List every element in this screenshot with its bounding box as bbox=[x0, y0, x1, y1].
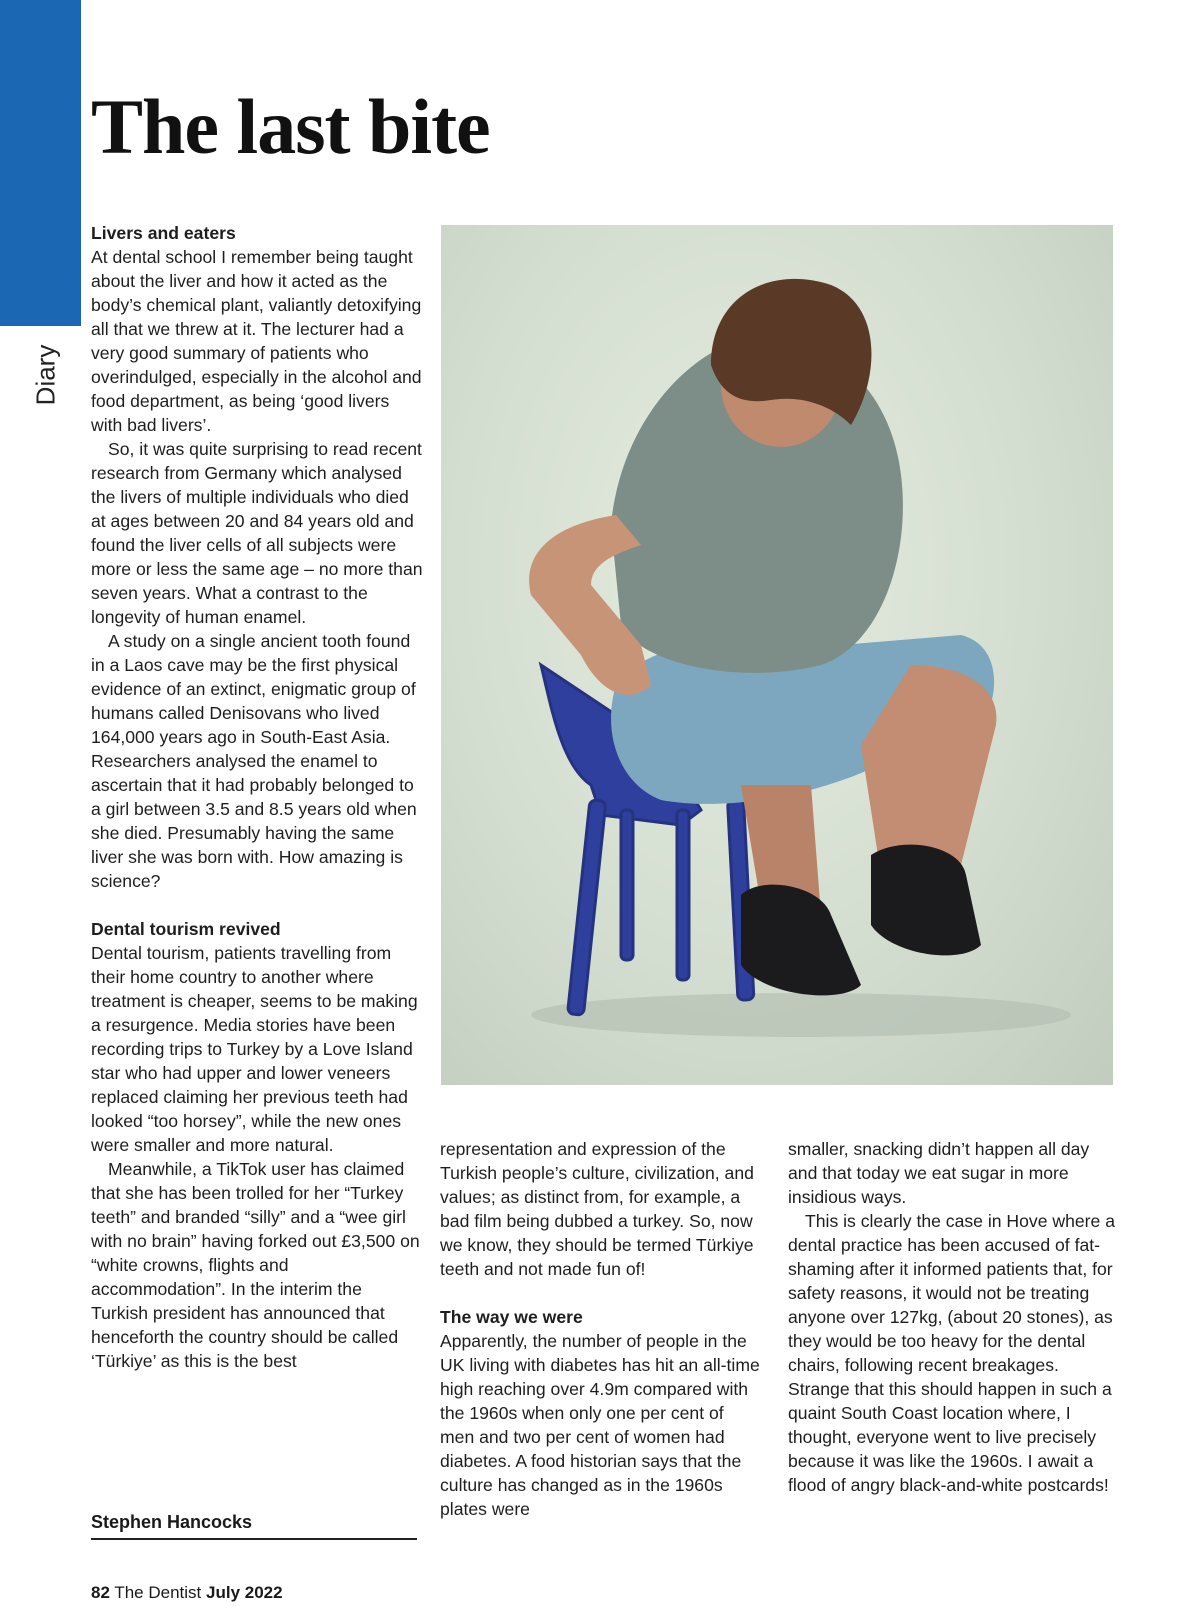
article-photo bbox=[441, 225, 1113, 1085]
spacer bbox=[91, 893, 423, 917]
section-label: Diary bbox=[30, 344, 61, 406]
spacer bbox=[440, 1281, 760, 1305]
page-number: 82 bbox=[91, 1583, 110, 1602]
paragraph: This is clearly the case in Hove where a dental practice has been accused of fat-shaming after it informed patients that, for safety reasons, it would not be treating anyone over 127kg, (about 20 stones), as they would be too heavy for the dental chairs, following recent breakages. Strange that this should happen in such a quaint South Coast location where, I thought, everyone went to live precisely because it was like the 1960s. I await a flood of angry black-and-white postcards! bbox=[788, 1211, 1115, 1495]
page-title: The last bite bbox=[91, 83, 490, 170]
shoe bbox=[741, 885, 861, 996]
column-right bbox=[788, 1137, 1118, 1497]
floor-shadow bbox=[531, 993, 1071, 1037]
photo-illustration bbox=[441, 225, 1113, 1085]
paragraph: A study on a single ancient tooth found in a Laos cave may be the first physical evidence of an extinct, enigmatic group of humans called Denisovans who lived 164,000 years ago in South-East Asia. Researchers analysed the enamel to ascertain that it had probably belonged to a girl between 3.5 and 8.5 years old when she died. Presumably having the same liver she was born with. How amazing is science? bbox=[91, 631, 417, 891]
issue-date: July 2022 bbox=[206, 1583, 283, 1602]
page-footer bbox=[91, 1583, 283, 1603]
section-color-bar bbox=[0, 0, 81, 326]
heading-way-we-were: The way we were bbox=[440, 1307, 583, 1327]
heading-livers: Livers and eaters bbox=[91, 223, 236, 243]
paragraph: So, it was quite surprising to read recent research from Germany which analysed the livers of multiple individuals who died at ages between 20 and 84 years old and found the liver cells of all subjects were more or less the same age – no more than seven years. What a contrast to the longevity of human enamel. bbox=[91, 439, 423, 627]
column-left bbox=[91, 221, 423, 1373]
paragraph: representation and expression of the Turkish people’s culture, civilization, and values; as distinct from, for example, a bad film being dubbed a turkey. So, now we know, they should be termed Türkiye teeth and not made fun of! bbox=[440, 1139, 754, 1279]
heading-tourism: Dental tourism revived bbox=[91, 919, 281, 939]
paragraph: smaller, snacking didn’t happen all day and that today we eat sugar in more insidious ways. bbox=[788, 1139, 1090, 1207]
paragraph: Dental tourism, patients travelling from their home country to another where treatment is cheaper, seems to be making a resurgence. Media stories have been recording trips to Turkey by a Love Island star who had upper and lower veneers replaced claiming her previous teeth had looked “too horsey”, while the new ones were smaller and more natural. bbox=[91, 943, 418, 1155]
author-byline: Stephen Hancocks bbox=[91, 1510, 417, 1540]
column-middle bbox=[440, 1137, 760, 1521]
paragraph: Apparently, the number of people in the UK living with diabetes has hit an all-time high reaching over 4.9m compared with the 1960s when only one per cent of men and two per cent of women had diabetes. A food historian says that the culture has changed as in the 1960s plates were bbox=[440, 1331, 760, 1519]
publication-name: The Dentist bbox=[114, 1583, 202, 1602]
paragraph: At dental school I remember being taught about the liver and how it acted as the body’s chemical plant, valiantly detoxifying all that we threw at it. The lecturer had a very good summary of patients who overindulged, especially in the alcohol and food department, as being ‘good livers with bad livers’. bbox=[91, 247, 422, 435]
shoe bbox=[871, 845, 981, 956]
paragraph: Meanwhile, a TikTok user has claimed that she has been trolled for her “Turkey teeth” and branded “silly” and a “wee girl with no brain” having forked out £3,500 on “white crowns, flights and accommodation”. In the interim the Turkish president has announced that henceforth the country should be called ‘Türkiye’ as this is the best bbox=[91, 1159, 420, 1371]
